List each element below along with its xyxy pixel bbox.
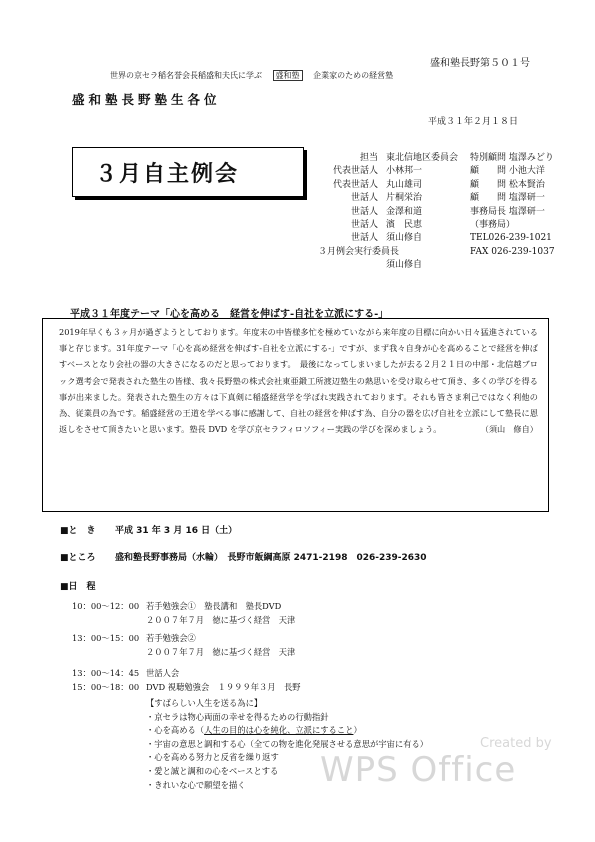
event-venue — [60, 550, 427, 563]
document-number: 盛和塾長野第５０１号 — [430, 58, 530, 69]
message-box — [42, 318, 549, 512]
schedule-line: ２００７年７月 徳に基づく経営 天津 — [146, 614, 296, 625]
key-point: ・心を高める努力と反省を繰り返す — [146, 752, 279, 763]
key-point-lead: ・心を高める（ — [146, 725, 205, 736]
schedule-time: 15：00～18：00 — [72, 682, 140, 692]
staff-name: 片桐栄治 — [386, 193, 423, 204]
schedule-time: 13：00～14：45 — [72, 668, 140, 678]
staff-row — [296, 152, 458, 165]
tagline-boxed-name: 盛和塾 — [273, 70, 303, 81]
key-point: ・京セラは物心両面の幸せを得るための行動指針 — [146, 711, 329, 722]
staff-role: 世話人 — [350, 206, 378, 217]
staff-role: ３月例会実行委員長 — [318, 246, 400, 257]
schedule-line: DVD 視聴勉強会 １９９９年３月 長野 — [146, 682, 301, 692]
key-point: ・きれいな心で願望を描く — [146, 779, 246, 790]
watermark-small: Created by — [480, 736, 552, 751]
advisor-line: （事務局） — [470, 220, 516, 231]
page-title: ３月自主例会 — [95, 161, 240, 187]
staff-row — [296, 259, 458, 272]
staff-role: 代表世話人 — [332, 166, 378, 177]
key-point — [146, 724, 428, 738]
title-box — [72, 147, 304, 197]
schedule-time: 13：00～15：00 — [72, 633, 140, 643]
event-date-value: 平成 31 年 3 月 16 日（土） — [115, 526, 238, 536]
issue-date: 平成３１年２月１８日 — [428, 117, 519, 127]
advisor-line: 顧 問 塩澤研一 — [470, 193, 545, 204]
advisor-list — [470, 152, 555, 259]
key-point: ・愛と誠と調和の心をベースとする — [146, 765, 279, 776]
message-text: 2019年早くも３ヶ月が過ぎようとしております。年度末の中皆様多忙を極めていながら来年度の目標に向かい日々猛進されている事と存じます。31年度テーマ「心を高め経営を伸ばす‐自社を立派にする‐」ですが、まず我々自身が心を高めることで経営を伸ばすベースとなり会社の器の大きさになるのだと思っております。 最後になってしまいましたが去る２月２１日の中部・北信越ブロック選考会で発表された塾生の皆様、我々長野塾の株式会社東亜鍛工所渡辺塾生の熱思いを受け取らせて頂き、多くの学びを得る事が出来ました。発表された塾生の方々は下真剣に稲盛経営学を学ばれ実践されております。それも皆さま利己ではなく利他の為、従業員の為です。稲盛経営の王道を学べる事に感謝して、自社の経営を伸ばす為、自分の器を広げ自社を立派にして塾長に恩返しをさせて頂きたいと思います。塾長 DVD を学び京セラフィロソフィー実践の学びを深めましょう。 — [59, 327, 538, 435]
staff-name: 濱 民恵 — [386, 220, 423, 231]
staff-row — [296, 219, 458, 232]
staff-name: 須山修自 — [386, 260, 423, 271]
staff-role: 代表世話人 — [332, 179, 378, 190]
advisor-line: 顧 問 小池大洋 — [470, 166, 545, 177]
schedule-item — [72, 632, 295, 659]
schedule-line: 若手勉強会① 塾長講和 塾長DVD — [146, 601, 282, 611]
staff-row — [296, 179, 458, 192]
key-point-underlined: 人生の目的は心を純化、立派にすること — [204, 725, 354, 736]
event-venue-label: ■ところ — [60, 553, 96, 563]
staff-row — [296, 246, 458, 259]
staff-role: 世話人 — [350, 193, 378, 204]
key-point: ・宇宙の意思と調和する心（全ての物を進化発展させる意思が宇宙に有る） — [146, 738, 429, 749]
event-date-label: ■と き — [60, 526, 96, 536]
advisor-line: 特別顧問 塩澤みどり — [470, 153, 554, 163]
staff-role: 世話人 — [350, 233, 378, 244]
message-body — [59, 324, 538, 437]
annual-theme: 平成３１年度テーマ「心を高める 経営を伸ばす‐自社を立派にする‐」 — [70, 309, 389, 320]
advisor-line: 事務局長 塩澤研一 — [470, 206, 545, 217]
event-date — [60, 523, 237, 536]
schedule-time: 10：00～12：00 — [72, 601, 140, 611]
tagline-tail: 企業家のための経営塾 — [313, 71, 394, 80]
schedule-item — [72, 667, 179, 681]
schedule-item — [72, 600, 295, 627]
advisor-line: 顧 問 松本賢治 — [470, 179, 545, 190]
staff-row — [296, 192, 458, 205]
tagline-lead: 世界の京セラ稲名誉会長稲盛和夫氏に学ぶ — [110, 71, 262, 80]
staff-name: 金澤和道 — [386, 206, 423, 217]
schedule-line: ２００７年７月 徳に基づく経営 天津 — [146, 646, 296, 657]
event-venue-value: 盛和塾長野事務局（水輪） 長野市飯綱高原 2471-2198 026-239-2630 — [115, 553, 427, 563]
staff-name: 小林邦一 — [386, 166, 423, 177]
key-points-heading: 【すばらしい人生を送る為に】 — [146, 698, 263, 708]
staff-row — [296, 206, 458, 219]
schedule-line: 世話人会 — [146, 668, 180, 678]
staff-list — [296, 152, 458, 273]
schedule-item — [72, 681, 301, 695]
staff-row — [296, 232, 458, 245]
watermark-logo: WPS Office — [320, 750, 517, 790]
message-signature: （須山 修自） — [480, 424, 538, 435]
staff-role: 世話人 — [350, 220, 378, 231]
staff-name: 須山修自 — [386, 233, 423, 244]
key-point-tail: ） — [353, 725, 362, 736]
staff-role: 担当 — [359, 153, 378, 163]
addressee: 盛和塾長野塾生各位 — [72, 92, 221, 107]
staff-role — [296, 259, 386, 272]
office-tel: TEL026-239-1021 — [470, 233, 552, 244]
tagline — [110, 70, 393, 81]
staff-name: 東北信地区委員会 — [386, 153, 459, 163]
schedule-heading: ■日 程 — [60, 582, 96, 592]
staff-row — [296, 165, 458, 178]
schedule-line: 若手勉強会② — [146, 633, 196, 643]
office-fax: FAX 026-239-1037 — [470, 246, 555, 257]
staff-name: 丸山雄司 — [386, 179, 423, 190]
